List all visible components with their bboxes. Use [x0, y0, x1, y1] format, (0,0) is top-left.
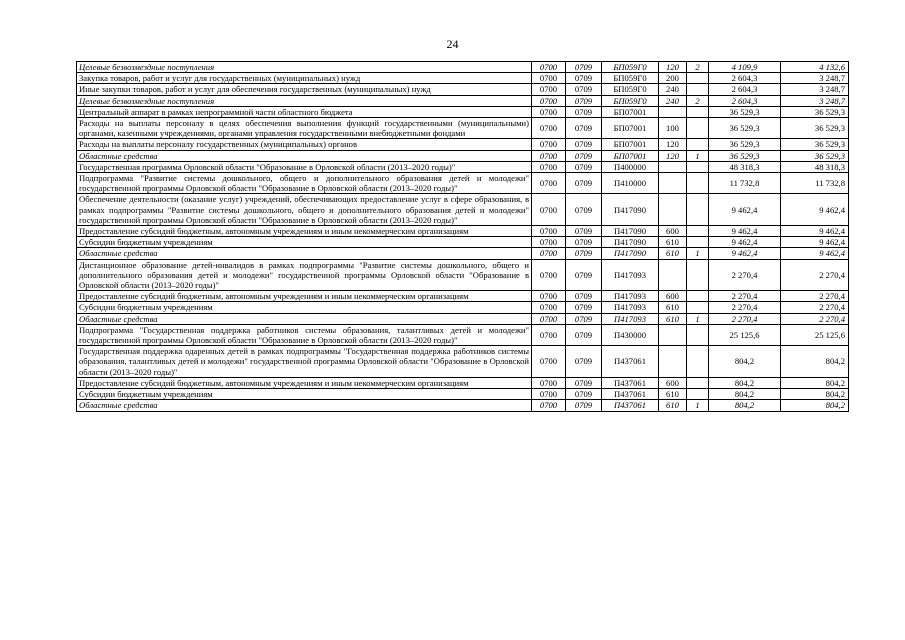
row-podrazdel: 0709 — [566, 139, 602, 150]
row-target-code: БП07001 — [602, 150, 659, 161]
row-amount-2: 9 462,4 — [781, 194, 849, 226]
row-amount-2: 3 248,7 — [781, 95, 849, 106]
row-podrazdel: 0709 — [566, 389, 602, 400]
row-target-code: БП059Г0 — [602, 95, 659, 106]
row-name: Государственная поддержка одаренных детей в рамках подпрограммы "Государственная поддержка работников системы образования, талантливых детей и молодежи" государственной программы Орловской области "Образование в Орловской области (2013–2020 годы)" — [77, 346, 532, 378]
row-razdel: 0700 — [532, 194, 566, 226]
row-amount-2: 2 270,4 — [781, 291, 849, 302]
row-podrazdel: 0709 — [566, 302, 602, 313]
row-target-code: П417093 — [602, 313, 659, 324]
row-expense-type: 240 — [659, 95, 687, 106]
row-expense-type: 610 — [659, 400, 687, 411]
row-amount-1: 36 529,3 — [709, 118, 781, 139]
row-amount-1: 9 462,4 — [709, 194, 781, 226]
row-podrazdel: 0709 — [566, 118, 602, 139]
row-target-code: П417090 — [602, 194, 659, 226]
row-name: Расходы на выплаты персоналу в целях обеспечения выполнения функций государственными (муниципальными) органами, казенными учреждениями, органами управления государственными внебюджетными фондами — [77, 118, 532, 139]
row-name: Субсидии бюджетным учреждениям — [77, 389, 532, 400]
row-target-code: П437061 — [602, 400, 659, 411]
row-amount-1: 2 270,4 — [709, 302, 781, 313]
row-razdel: 0700 — [532, 248, 566, 259]
row-amount-2: 3 248,7 — [781, 84, 849, 95]
row-source-code — [687, 194, 709, 226]
row-amount-2: 48 318,3 — [781, 161, 849, 172]
table-row — [77, 139, 849, 150]
row-source-code — [687, 302, 709, 313]
row-target-code: П417093 — [602, 302, 659, 313]
row-podrazdel: 0709 — [566, 95, 602, 106]
table-row — [77, 62, 849, 73]
row-razdel: 0700 — [532, 118, 566, 139]
row-expense-type: 610 — [659, 248, 687, 259]
budget-table — [76, 61, 849, 412]
row-podrazdel: 0709 — [566, 84, 602, 95]
row-name: Областные средства — [77, 400, 532, 411]
row-amount-2: 804,2 — [781, 389, 849, 400]
row-expense-type — [659, 346, 687, 378]
row-source-code — [687, 346, 709, 378]
row-expense-type: 600 — [659, 377, 687, 388]
row-source-code — [687, 291, 709, 302]
table-row — [77, 313, 849, 324]
row-target-code: П417090 — [602, 226, 659, 237]
row-target-code: БП059Г0 — [602, 84, 659, 95]
row-razdel: 0700 — [532, 139, 566, 150]
row-source-code — [687, 139, 709, 150]
row-amount-1: 48 318,3 — [709, 161, 781, 172]
row-razdel: 0700 — [532, 377, 566, 388]
row-expense-type: 600 — [659, 291, 687, 302]
row-name: Расходы на выплаты персоналу государственных (муниципальных) органов — [77, 139, 532, 150]
row-razdel: 0700 — [532, 173, 566, 194]
row-source-code — [687, 106, 709, 117]
row-expense-type: 610 — [659, 313, 687, 324]
row-podrazdel: 0709 — [566, 106, 602, 117]
row-name: Государственная программа Орловской области "Образование в Орловской области (2013–2020 годы)" — [77, 161, 532, 172]
row-name: Обеспечение деятельности (оказание услуг) учреждений, обеспечивающих предоставление услуг в сфере образования, в рамках подпрограммы "Развитие системы дошкольного, общего и дополнительного образования детей и молодежи" государственной программы Орловской области "Образование в Орловской области (2013–2020 годы)" — [77, 194, 532, 226]
row-source-code: 2 — [687, 62, 709, 73]
table-row — [77, 400, 849, 411]
row-source-code: 1 — [687, 400, 709, 411]
row-razdel: 0700 — [532, 62, 566, 73]
row-amount-2: 9 462,4 — [781, 226, 849, 237]
row-amount-1: 4 109,9 — [709, 62, 781, 73]
row-amount-2: 25 125,6 — [781, 324, 849, 345]
row-name: Предоставление субсидий бюджетным, автономным учреждениям и иным некоммерческим организациям — [77, 377, 532, 388]
row-amount-2: 9 462,4 — [781, 248, 849, 259]
row-target-code: БП07001 — [602, 139, 659, 150]
row-name: Иные закупки товаров, работ и услуг для обеспечения государственных (муниципальных) нужд — [77, 84, 532, 95]
row-razdel: 0700 — [532, 150, 566, 161]
row-name: Целевые безвозмездные поступления — [77, 62, 532, 73]
table-row — [77, 194, 849, 226]
row-podrazdel: 0709 — [566, 346, 602, 378]
row-podrazdel: 0709 — [566, 194, 602, 226]
row-razdel: 0700 — [532, 313, 566, 324]
row-podrazdel: 0709 — [566, 161, 602, 172]
row-amount-1: 2 270,4 — [709, 259, 781, 291]
row-name: Закупка товаров, работ и услуг для государственных (муниципальных) нужд — [77, 73, 532, 84]
row-name: Центральный аппарат в рамках непрограммной части областного бюджета — [77, 106, 532, 117]
table-row — [77, 291, 849, 302]
row-amount-1: 25 125,6 — [709, 324, 781, 345]
row-amount-1: 2 604,3 — [709, 73, 781, 84]
row-razdel: 0700 — [532, 226, 566, 237]
row-podrazdel: 0709 — [566, 237, 602, 248]
row-podrazdel: 0709 — [566, 259, 602, 291]
row-razdel: 0700 — [532, 161, 566, 172]
row-amount-1: 9 462,4 — [709, 226, 781, 237]
row-source-code — [687, 161, 709, 172]
row-expense-type: 610 — [659, 302, 687, 313]
table-row — [77, 226, 849, 237]
row-target-code: П410000 — [602, 173, 659, 194]
page-number: 24 — [446, 37, 459, 51]
row-source-code — [687, 118, 709, 139]
row-target-code: П417090 — [602, 248, 659, 259]
row-name: Дистанционное образование детей-инвалидов в рамках подпрограммы "Развитие системы дошкольного, общего и дополнительного образования детей и молодежи" государственной программы Орловской области "Образование в Орловской области (2013–2020 годы)" — [77, 259, 532, 291]
row-expense-type: 610 — [659, 389, 687, 400]
row-target-code: БП059Г0 — [602, 62, 659, 73]
row-amount-2: 36 529,3 — [781, 150, 849, 161]
table-row — [77, 389, 849, 400]
row-target-code: П417090 — [602, 237, 659, 248]
row-razdel: 0700 — [532, 106, 566, 117]
row-target-code: П430000 — [602, 324, 659, 345]
row-amount-2: 11 732,8 — [781, 173, 849, 194]
row-amount-1: 804,2 — [709, 377, 781, 388]
row-amount-1: 2 604,3 — [709, 84, 781, 95]
row-source-code: 1 — [687, 313, 709, 324]
row-target-code: П437061 — [602, 346, 659, 378]
row-amount-2: 36 529,3 — [781, 106, 849, 117]
row-source-code — [687, 73, 709, 84]
table-row — [77, 346, 849, 378]
row-amount-1: 804,2 — [709, 400, 781, 411]
row-podrazdel: 0709 — [566, 291, 602, 302]
table-row — [77, 302, 849, 313]
row-expense-type: 120 — [659, 62, 687, 73]
row-razdel: 0700 — [532, 346, 566, 378]
row-source-code: 1 — [687, 150, 709, 161]
row-source-code — [687, 324, 709, 345]
row-expense-type — [659, 106, 687, 117]
row-target-code: П417093 — [602, 259, 659, 291]
row-amount-1: 2 270,4 — [709, 313, 781, 324]
row-amount-2: 2 270,4 — [781, 259, 849, 291]
row-source-code — [687, 259, 709, 291]
row-podrazdel: 0709 — [566, 150, 602, 161]
row-source-code — [687, 237, 709, 248]
row-name: Подпрограмма "Развитие системы дошкольного, общего и дополнительного образования детей и молодежи" государственной программы Орловской области "Образование в Орловской области (2013–2020 годы)" — [77, 173, 532, 194]
row-target-code: П437061 — [602, 389, 659, 400]
table-row — [77, 259, 849, 291]
row-amount-1: 2 270,4 — [709, 291, 781, 302]
budget-table-body — [77, 62, 849, 412]
row-podrazdel: 0709 — [566, 324, 602, 345]
row-target-code: П437061 — [602, 377, 659, 388]
row-razdel: 0700 — [532, 291, 566, 302]
table-row — [77, 173, 849, 194]
row-target-code: П400000 — [602, 161, 659, 172]
row-podrazdel: 0709 — [566, 400, 602, 411]
row-source-code — [687, 84, 709, 95]
row-razdel: 0700 — [532, 95, 566, 106]
row-name: Областные средства — [77, 313, 532, 324]
row-amount-2: 9 462,4 — [781, 237, 849, 248]
row-amount-2: 3 248,7 — [781, 73, 849, 84]
row-podrazdel: 0709 — [566, 248, 602, 259]
row-expense-type — [659, 173, 687, 194]
table-row — [77, 73, 849, 84]
row-expense-type: 120 — [659, 139, 687, 150]
row-razdel: 0700 — [532, 324, 566, 345]
row-razdel: 0700 — [532, 389, 566, 400]
row-source-code — [687, 226, 709, 237]
table-row — [77, 118, 849, 139]
table-row — [77, 161, 849, 172]
row-target-code: БП07001 — [602, 106, 659, 117]
row-expense-type: 100 — [659, 118, 687, 139]
row-expense-type: 200 — [659, 73, 687, 84]
row-amount-1: 36 529,3 — [709, 106, 781, 117]
row-amount-2: 804,2 — [781, 400, 849, 411]
row-source-code: 2 — [687, 95, 709, 106]
row-amount-2: 2 270,4 — [781, 313, 849, 324]
row-name: Субсидии бюджетным учреждениям — [77, 237, 532, 248]
row-amount-1: 804,2 — [709, 389, 781, 400]
row-razdel: 0700 — [532, 73, 566, 84]
row-name: Предоставление субсидий бюджетным, автономным учреждениям и иным некоммерческим организациям — [77, 226, 532, 237]
row-amount-2: 4 132,6 — [781, 62, 849, 73]
row-expense-type — [659, 161, 687, 172]
row-name: Субсидии бюджетным учреждениям — [77, 302, 532, 313]
row-amount-2: 804,2 — [781, 346, 849, 378]
row-amount-1: 9 462,4 — [709, 237, 781, 248]
row-razdel: 0700 — [532, 302, 566, 313]
row-amount-1: 804,2 — [709, 346, 781, 378]
table-row — [77, 95, 849, 106]
row-podrazdel: 0709 — [566, 62, 602, 73]
row-amount-1: 36 529,3 — [709, 139, 781, 150]
row-amount-2: 36 529,3 — [781, 118, 849, 139]
row-amount-1: 11 732,8 — [709, 173, 781, 194]
row-amount-1: 2 604,3 — [709, 95, 781, 106]
row-name: Подпрограмма "Государственная поддержка работников системы образования, талантливых детей и молодежи" государственной программы Орловской области "Образование в Орловской области (2013–2020 годы)" — [77, 324, 532, 345]
row-name: Областные средства — [77, 248, 532, 259]
row-podrazdel: 0709 — [566, 226, 602, 237]
table-row — [77, 377, 849, 388]
row-razdel: 0700 — [532, 237, 566, 248]
row-amount-1: 36 529,3 — [709, 150, 781, 161]
row-expense-type: 120 — [659, 150, 687, 161]
row-expense-type: 240 — [659, 84, 687, 95]
row-name: Предоставление субсидий бюджетным, автономным учреждениям и иным некоммерческим организациям — [77, 291, 532, 302]
table-row — [77, 237, 849, 248]
row-podrazdel: 0709 — [566, 173, 602, 194]
row-amount-2: 804,2 — [781, 377, 849, 388]
row-target-code: П417093 — [602, 291, 659, 302]
row-expense-type: 600 — [659, 226, 687, 237]
row-name: Областные средства — [77, 150, 532, 161]
row-podrazdel: 0709 — [566, 73, 602, 84]
row-razdel: 0700 — [532, 84, 566, 95]
row-amount-2: 36 529,3 — [781, 139, 849, 150]
row-name: Целевые безвозмездные поступления — [77, 95, 532, 106]
row-amount-1: 9 462,4 — [709, 248, 781, 259]
row-razdel: 0700 — [532, 400, 566, 411]
row-source-code: 1 — [687, 248, 709, 259]
table-row — [77, 150, 849, 161]
row-expense-type: 610 — [659, 237, 687, 248]
row-source-code — [687, 389, 709, 400]
row-source-code — [687, 377, 709, 388]
table-row — [77, 248, 849, 259]
row-source-code — [687, 173, 709, 194]
row-expense-type — [659, 194, 687, 226]
table-row — [77, 106, 849, 117]
table-row — [77, 324, 849, 345]
row-target-code: БП059Г0 — [602, 73, 659, 84]
row-amount-2: 2 270,4 — [781, 302, 849, 313]
row-podrazdel: 0709 — [566, 377, 602, 388]
table-row — [77, 84, 849, 95]
row-expense-type — [659, 324, 687, 345]
row-razdel: 0700 — [532, 259, 566, 291]
row-target-code: БП07001 — [602, 118, 659, 139]
row-expense-type — [659, 259, 687, 291]
row-podrazdel: 0709 — [566, 313, 602, 324]
